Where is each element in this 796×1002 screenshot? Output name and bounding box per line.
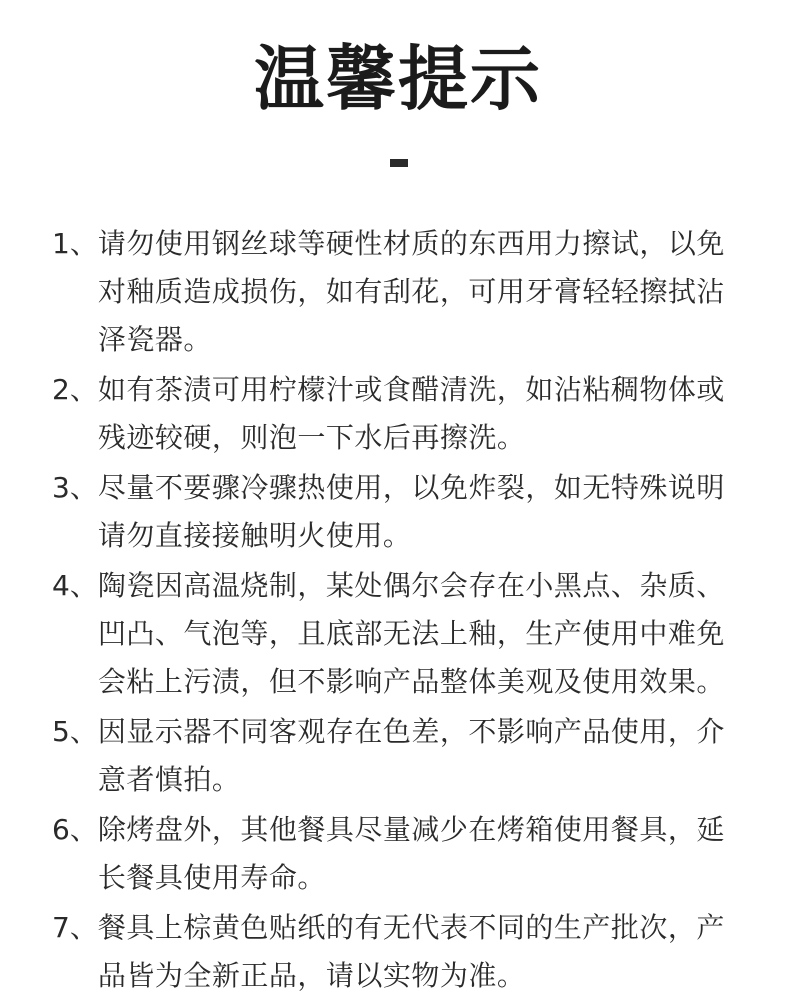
tip-number: 3、 xyxy=(52,471,98,504)
tips-list xyxy=(52,220,752,1002)
page-title: 温馨提示 xyxy=(254,38,542,120)
tip-text: 因显示器不同客观存在色差，不影响产品使用，介意者慎拍。 xyxy=(97,715,725,796)
tip-number: 4、 xyxy=(52,569,98,602)
tip-number: 1、 xyxy=(52,227,98,260)
tip-item-1 xyxy=(52,220,752,364)
tip-item-5 xyxy=(52,708,752,804)
title-divider xyxy=(390,159,408,167)
tip-number: 2、 xyxy=(52,373,98,406)
tip-item-3 xyxy=(52,464,752,560)
tip-item-7 xyxy=(52,904,752,1000)
tip-text: 请勿使用钢丝球等硬性材质的东西用力擦试，以免对釉质造成损伤，如有刮花，可用牙膏轻轻擦拭沾泽瓷器。 xyxy=(97,227,725,356)
tip-text: 除烤盘外，其他餐具尽量减少在烤箱使用餐具，延长餐具使用寿命。 xyxy=(97,813,725,894)
tip-item-4 xyxy=(52,562,752,706)
tip-text: 陶瓷因高温烧制，某处偶尔会存在小黑点、杂质、凹凸、气泡等，且底部无法上釉，生产使用中难免会粘上污渍，但不影响产品整体美观及使用效果。 xyxy=(97,569,725,698)
tip-text: 如有茶渍可用柠檬汁或食醋清洗，如沾粘稠物体或残迹较硬，则泡一下水后再擦洗。 xyxy=(97,373,725,454)
tip-number: 6、 xyxy=(52,813,98,846)
tip-item-2 xyxy=(52,366,752,462)
tip-number: 7、 xyxy=(52,911,98,944)
tip-text: 尽量不要骤冷骤热使用，以免炸裂，如无特殊说明请勿直接接触明火使用。 xyxy=(97,471,725,552)
tip-item-6 xyxy=(52,806,752,902)
tip-text: 餐具上棕黄色贴纸的有无代表不同的生产批次，产品皆为全新正品，请以实物为准。 xyxy=(97,911,725,992)
tip-number: 5、 xyxy=(52,715,98,748)
